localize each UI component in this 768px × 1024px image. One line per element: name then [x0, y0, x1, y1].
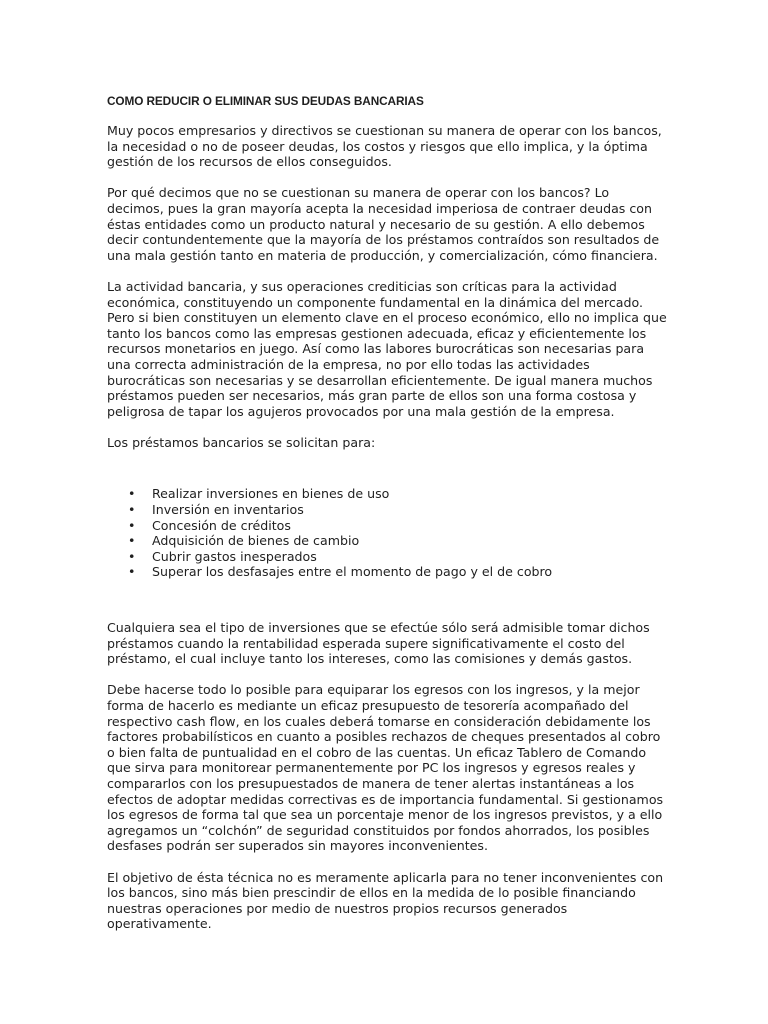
bullet-icon: • [128, 486, 136, 502]
paragraph-2: Por qué decimos que no se cuestionan su manera de operar con los bancos? Lo decimos, pues la gran mayoría acepta la necesidad imperiosa de contraer deudas con éstas entidades como un producto natural y necesario de su gestión. A ello debemos decir contundentemente que la mayoría de los préstamos contraídos son resultados de una mala gestión tanto en materia de producción, y comercialización, cómo financiera. [107, 185, 660, 263]
paragraph-1: Muy pocos empresarios y directivos se cuestionan su manera de operar con los bancos, la necesidad o no de poseer deudas, los costos y riesgos que ello implica, y la óptima gestión de los recursos de ellos conseguidos. [107, 123, 662, 170]
loan-purposes-list [107, 486, 667, 580]
list-item-text: Cubrir gastos inesperados [152, 548, 317, 564]
bullet-icon: • [128, 564, 136, 580]
list-intro: Los préstamos bancarios se solicitan para: [107, 434, 376, 450]
document-page [107, 94, 667, 948]
list-item-text: Adquisición de bienes de cambio [152, 533, 360, 549]
paragraph-3: La actividad bancaria, y sus operaciones crediticias son críticas para la actividad económica, constituyendo un componente fundamental en la dinámica del mercado. Pero si bien constituyen un elemento clave en el proceso económico, ello no implica que tanto los bancos como las empresas gestionen adecuada, eficaz y eficientemente los recursos monetarios en juego. Así como las labores burocráticas son necesarias para una correcta administración de la empresa, no por ello todas las actividades burocráticas son necesarias y se desarrollan eficientemente. De igual manera muchos préstamos pueden ser necesarios, más gran parte de ellos son una forma costosa y peligrosa de tapar los agujeros provocados por una mala gestión de la empresa. [107, 278, 667, 419]
list-item-text: Concesión de créditos [152, 517, 291, 533]
list-item-text: Realizar inversiones en bienes de uso [152, 486, 390, 502]
paragraph-5: Debe hacerse todo lo posible para equiparar los egresos con los ingresos, y la mejor forma de hacerlo es mediante un eficaz presupuesto de tesorería acompañado del respectivo cash flow, en los cuales deberá tomarse en consideración debidamente los factores probabilísticos en cuanto a posibles rechazos de cheques presentados al cobro o bien falta de puntualidad en el cobro de las cuentas. Un eficaz Tablero de Comando que sirva para monitorear permanentemente por PC los ingresos y egresos reales y compararlos con los presupuestados de manera de tener alertas instantáneas a los efectos de adoptar medidas correctivas es de importancia fundamental. Si gestionamos los egresos de forma tal que sea un porcentaje menor de los ingresos previstos, y a ello agregamos un “colchón” de seguridad constituidos por fondos ahorrados, los posibles desfases podrán ser superados sin mayores inconvenientes. [107, 682, 664, 854]
list-item [107, 564, 667, 580]
bullet-icon: • [128, 517, 136, 533]
bullet-icon: • [128, 502, 136, 518]
list-item [107, 502, 667, 518]
list-item-text: Superar los desfasajes entre el momento de pago y el de cobro [152, 564, 553, 580]
paragraph-4: Cualquiera sea el tipo de inversiones que se efectúe sólo será admisible tomar dichos préstamos cuando la rentabilidad esperada supere significativamente el costo del préstamo, el cual incluye tanto los intereses, como las comisiones y demás gastos. [107, 620, 650, 667]
list-item [107, 549, 667, 565]
bullet-icon: • [128, 548, 136, 564]
paragraph-6: El objetivo de ésta técnica no es meramente aplicarla para no tener inconvenientes con los bancos, sino más bien prescindir de ellos en la medida de lo posible financiando nuestras operaciones por medio de nuestros propios recursos generados operativamente. [107, 869, 664, 932]
bullet-icon: • [128, 533, 136, 549]
document-title: COMO REDUCIR O ELIMINAR SUS DEUDAS BANCARIAS [107, 94, 424, 108]
list-item [107, 533, 667, 549]
list-item [107, 518, 667, 534]
list-item [107, 486, 667, 502]
list-item-text: Inversión en inventarios [152, 502, 304, 518]
